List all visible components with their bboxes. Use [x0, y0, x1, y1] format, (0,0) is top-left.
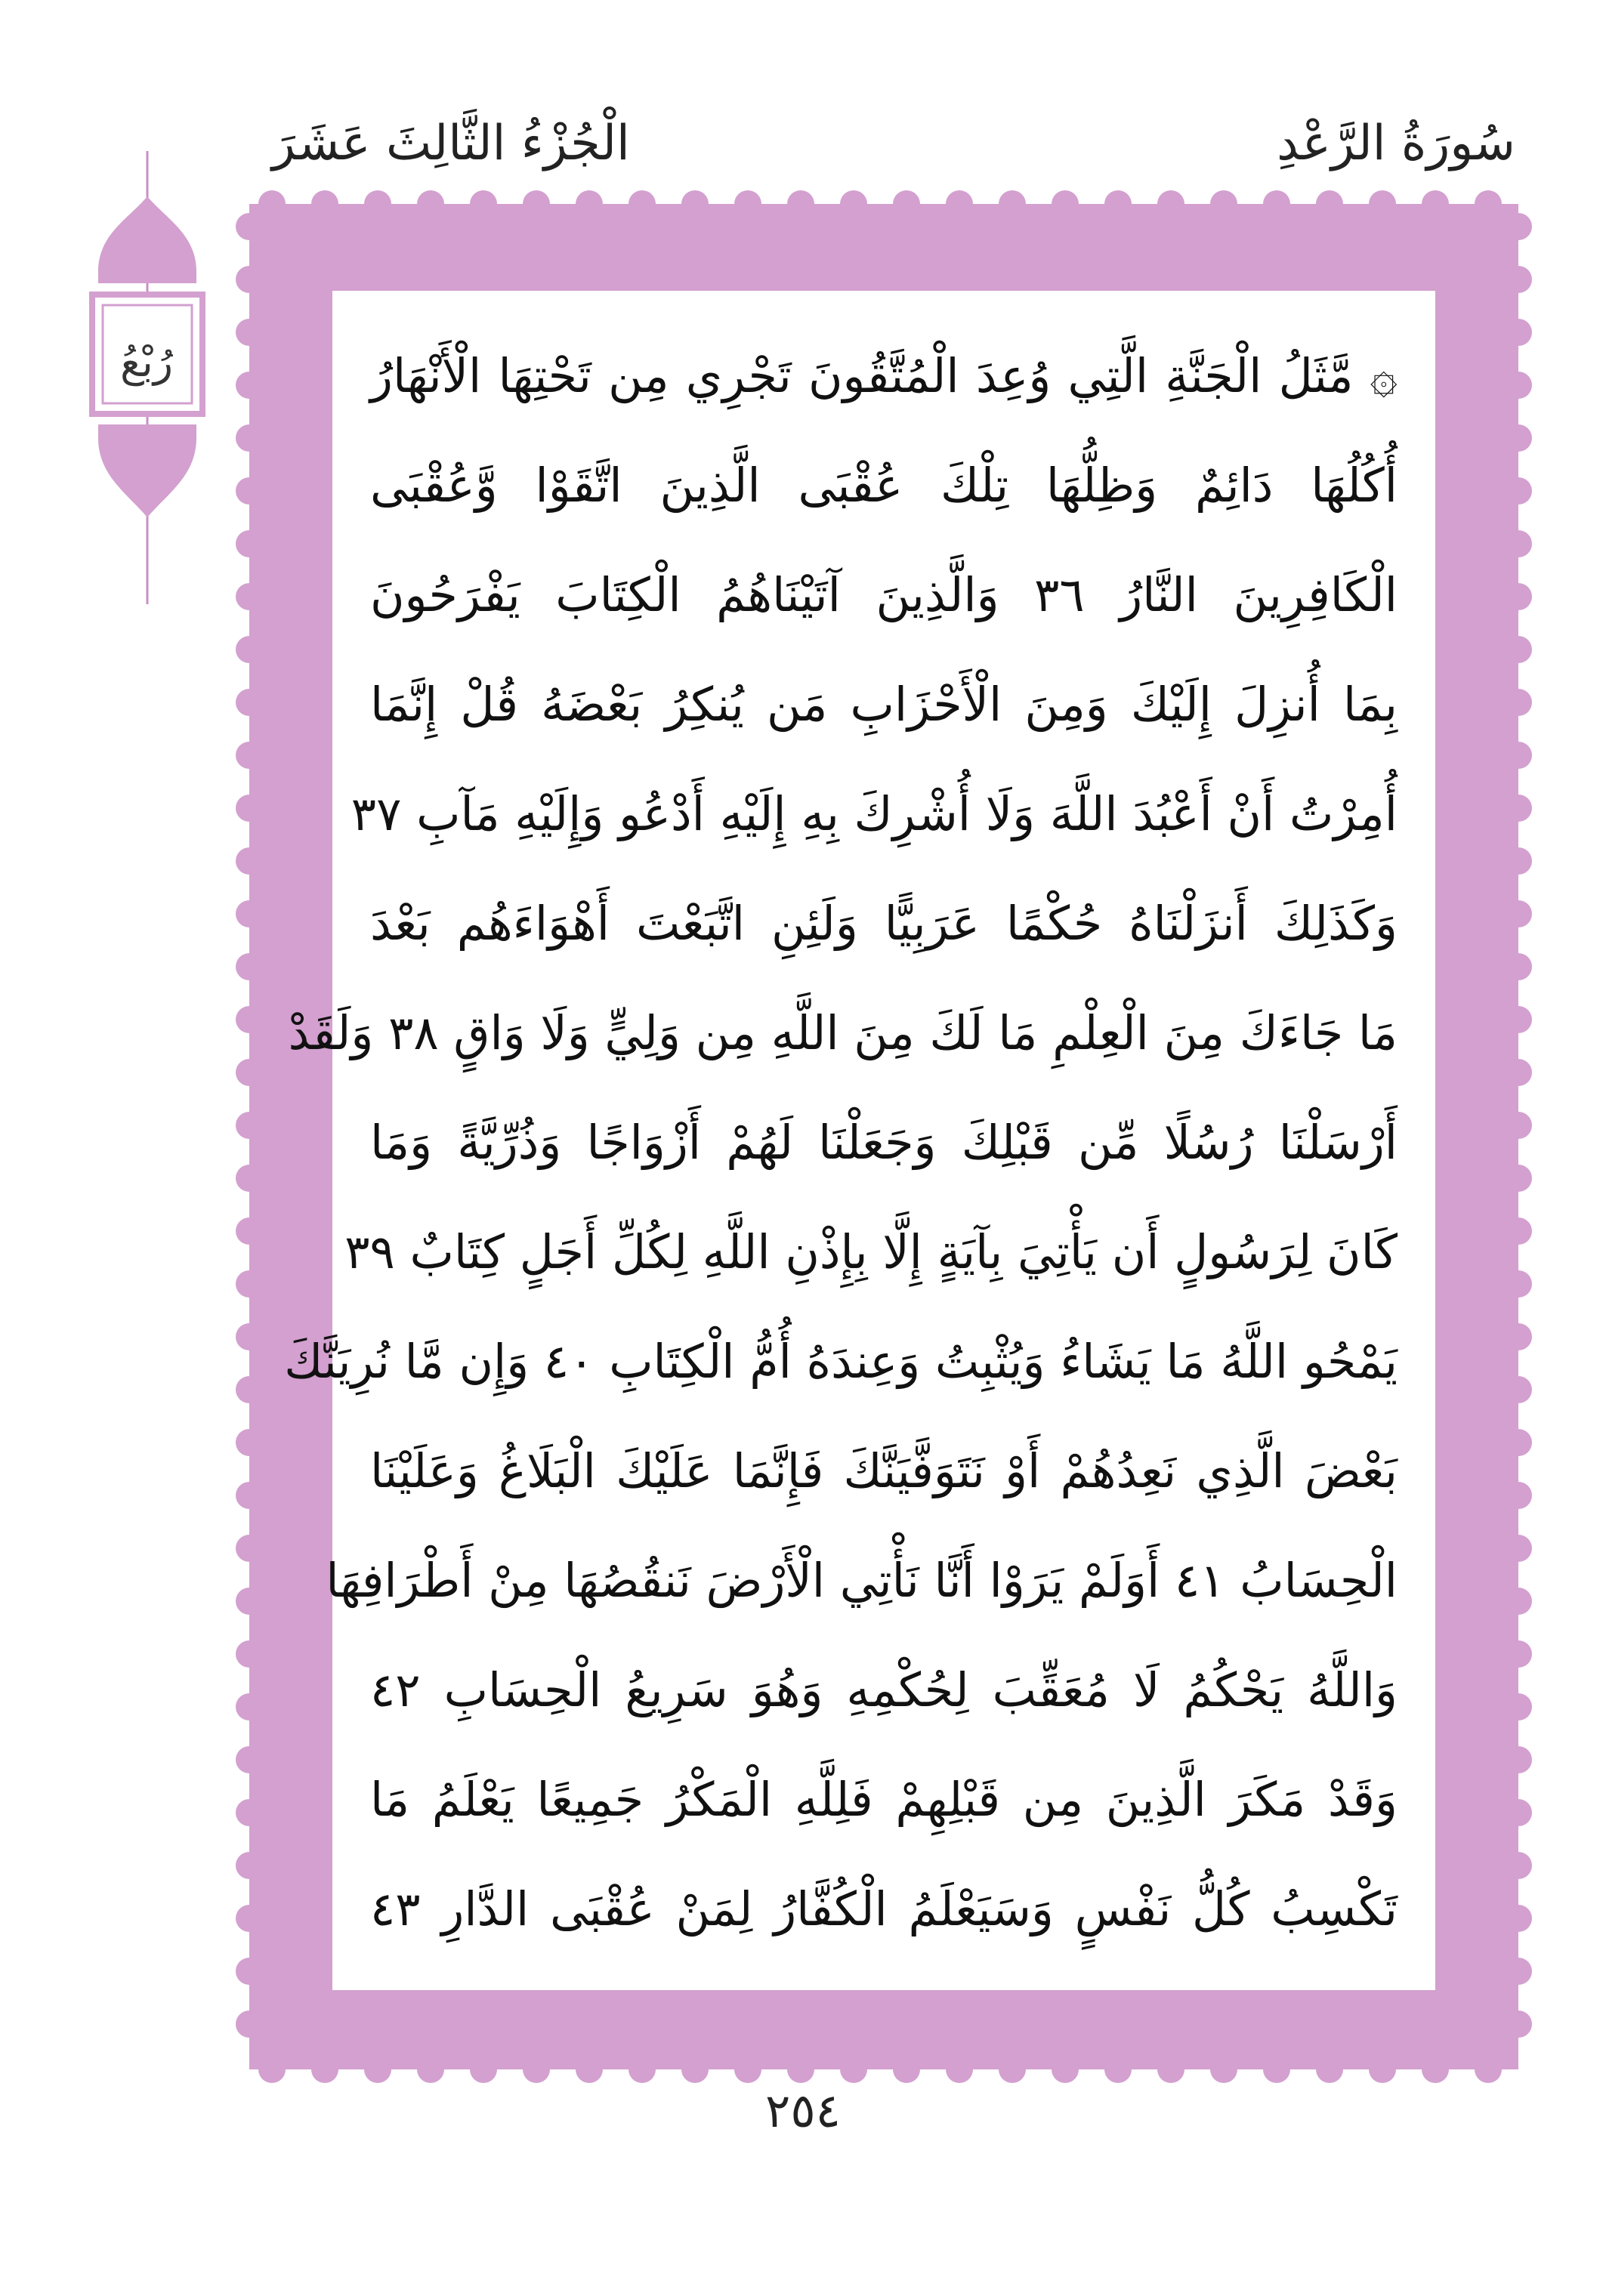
verse-text-panel	[284, 291, 1435, 1990]
verse-line: بَعْضَ الَّذِي نَعِدُهُمْ أَوْ نَتَوَفَّيَنَّكَ فَإِنَّمَا عَلَيْكَ الْبَلَاغُ وَعَلَيْنَا	[370, 1443, 1398, 1498]
verse-line: ۞ مَّثَلُ الْجَنَّةِ الَّتِي وُعِدَ الْمُتَّقُونَ تَجْرِي مِن تَحْتِهَا الْأَنْهَارُ	[370, 348, 1398, 403]
verse-line: أُكُلُهَا دَائِمٌ وَظِلُّهَا تِلْكَ عُقْبَى الَّذِينَ اتَّقَوْا وَّعُقْبَى	[370, 458, 1398, 513]
verse-line: تَكْسِبُ كُلُّ نَفْسٍ وَسَيَعْلَمُ الْكُفَّارُ لِمَنْ عُقْبَى الدَّارِ ٤٣	[370, 1881, 1398, 1936]
rub-label: رُبْعُ	[120, 338, 173, 386]
verse-line: أُمِرْتُ أَنْ أَعْبُدَ اللَّهَ وَلَا أُشْرِكَ بِهِ إِلَيْهِ أَدْعُو وَإِلَيْهِ مَآبِ ٣٧	[351, 786, 1398, 841]
verse-line: بِمَا أُنزِلَ إِلَيْكَ وَمِنَ الْأَحْزَابِ مَن يُنكِرُ بَعْضَهُ قُلْ إِنَّمَا	[370, 677, 1398, 732]
verse-line: وَاللَّهُ يَحْكُمُ لَا مُعَقِّبَ لِحُكْمِهِ وَهُوَ سَرِيعُ الْحِسَابِ ٤٢	[370, 1662, 1398, 1717]
surah-title: سُورَةُ الرَّعْدِ	[1277, 116, 1515, 171]
juz-title: الْجُزْءُ الثَّالِثَ عَشَرَ	[272, 116, 630, 171]
page-number: ٢٥٤	[765, 2083, 841, 2138]
verse-line: مَا جَاءَكَ مِنَ الْعِلْمِ مَا لَكَ مِنَ اللَّهِ مِن وَلِيٍّ وَلَا وَاقٍ ٣٨ وَلَقَدْ	[288, 1005, 1398, 1060]
verse-line: الْحِسَابُ ٤١ أَوَلَمْ يَرَوْا أَنَّا نَأْتِي الْأَرْضَ نَنقُصُهَا مِنْ أَطْرَافِهَا	[326, 1553, 1398, 1608]
verse-line: أَرْسَلْنَا رُسُلًا مِّن قَبْلِكَ وَجَعَلْنَا لَهُمْ أَزْوَاجًا وَذُرِّيَّةً وَمَا	[370, 1115, 1398, 1170]
verse-line: يَمْحُو اللَّهُ مَا يَشَاءُ وَيُثْبِتُ وَعِندَهُ أُمُّ الْكِتَابِ ٤٠ وَإِن مَّا نُرِيَنَّكَ	[284, 1334, 1398, 1389]
verse-line: وَقَدْ مَكَرَ الَّذِينَ مِن قَبْلِهِمْ فَلِلَّهِ الْمَكْرُ جَمِيعًا يَعْلَمُ مَا	[370, 1772, 1398, 1827]
verse-line: كَانَ لِرَسُولٍ أَن يَأْتِيَ بِآيَةٍ إِلَّا بِإِذْنِ اللَّهِ لِكُلِّ أَجَلٍ كِتَابٌ ٣٩	[344, 1224, 1398, 1279]
verse-line: الْكَافِرِينَ النَّارُ ٣٦ وَالَّذِينَ آتَيْنَاهُمُ الْكِتَابَ يَفْرَحُونَ	[370, 567, 1398, 622]
verse-line: وَكَذَلِكَ أَنزَلْنَاهُ حُكْمًا عَرَبِيًّا وَلَئِنِ اتَّبَعْتَ أَهْوَاءَهُم بَعْدَ	[370, 896, 1398, 951]
